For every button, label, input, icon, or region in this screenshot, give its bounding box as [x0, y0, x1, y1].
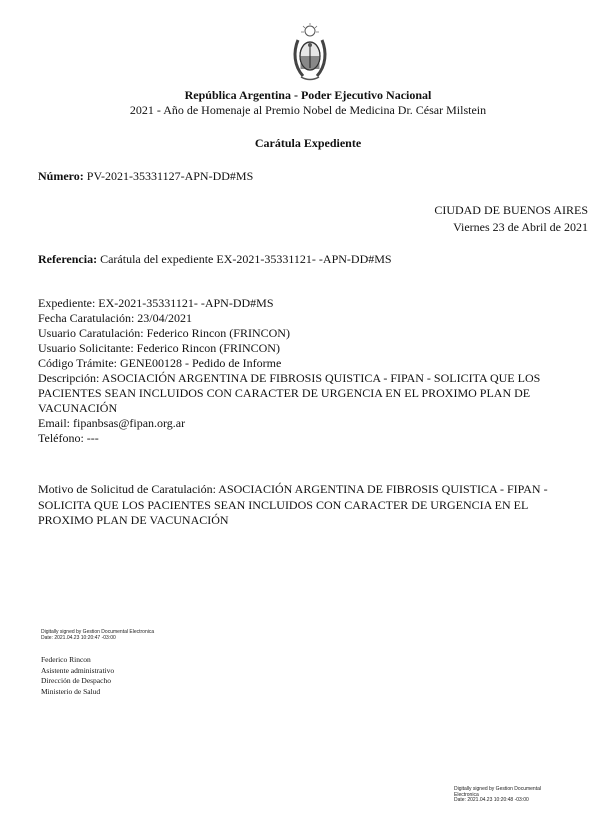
expediente-details: [38, 296, 568, 446]
digital-signature-stamp: [41, 630, 154, 641]
signature-date: Date: 2021.04.23 10:20:47 -03:00: [41, 634, 116, 641]
signature-line: Digitally signed by Gestion Documental: [454, 786, 541, 792]
argentina-coat-of-arms-icon: [291, 22, 329, 82]
email-field: Email: fipanbsas@fipan.org.ar: [38, 416, 186, 430]
signature-line: Digitally signed by Gestion Documental Electronica: [41, 629, 155, 635]
expediente-field: Expediente: EX-2021-35331121- -APN-DD#MS: [38, 296, 274, 310]
signature-date: Date: 2021.04.23 10:20:48 -03:00: [454, 797, 529, 803]
descripcion-field: Descripción: ASOCIACIÓN ARGENTINA DE FIBROSIS QUISTICA - FIPAN - SOLICITA QUE LOS PACIENTES SEAN INCLUIDOS CON CARACTER DE URGENCIA EN EL PROXIMO PLAN DE VACUNACIÓN: [38, 371, 541, 415]
document-date: Viernes 23 de Abril de 2021: [453, 220, 588, 234]
numero-value: PV-2021-35331127-APN-DD#MS: [86, 169, 254, 183]
signer-ministry: Ministerio de Salud: [41, 686, 101, 696]
motivo-paragraph: Motivo de Solicitud de Caratulación: ASOCIACIÓN ARGENTINA DE FIBROSIS QUISTICA - FIPAN - SOLICITA QUE LOS PACIENTES SEAN INCLUIDOS CON CARACTER DE URGENCIA EN EL PROXIMO PLAN DE VACUNACIÓN: [38, 482, 548, 527]
usuario-solicitante-field: Usuario Solicitante: Federico Rincon (FRINCON): [38, 341, 280, 355]
referencia-value: Carátula del expediente EX-2021-35331121- -APN-DD#MS: [100, 252, 392, 266]
signer-role: Asistente administrativo: [41, 665, 115, 675]
digital-signature-stamp-footer: [454, 787, 541, 804]
numero-label: Número:: [38, 169, 84, 183]
referencia-line: [38, 252, 392, 267]
signer-name: Federico Rincon: [41, 655, 91, 664]
referencia-label: Referencia:: [38, 252, 98, 266]
numero-line: [38, 169, 253, 184]
signer-block: [41, 655, 114, 697]
telefono-field: Teléfono: ---: [38, 431, 99, 445]
codigo-tramite-field: Código Trámite: GENE00128 - Pedido de Informe: [38, 356, 282, 370]
header-subtitle: 2021 - Año de Homenaje al Premio Nobel de Medicina Dr. César Milstein: [129, 103, 487, 117]
header-title: República Argentina - Poder Ejecutivo Nacional: [184, 88, 432, 102]
usuario-caratulacion-field: Usuario Caratulación: Federico Rincon (FRINCON): [38, 326, 290, 340]
signer-office: Dirección de Despacho: [41, 676, 111, 685]
signature-line-2: Electronica: [454, 791, 479, 798]
document-title: Carátula Expediente: [254, 136, 362, 150]
fecha-field: Fecha Caratulación: 23/04/2021: [38, 311, 192, 325]
city: CIUDAD DE BUENOS AIRES: [434, 203, 588, 217]
